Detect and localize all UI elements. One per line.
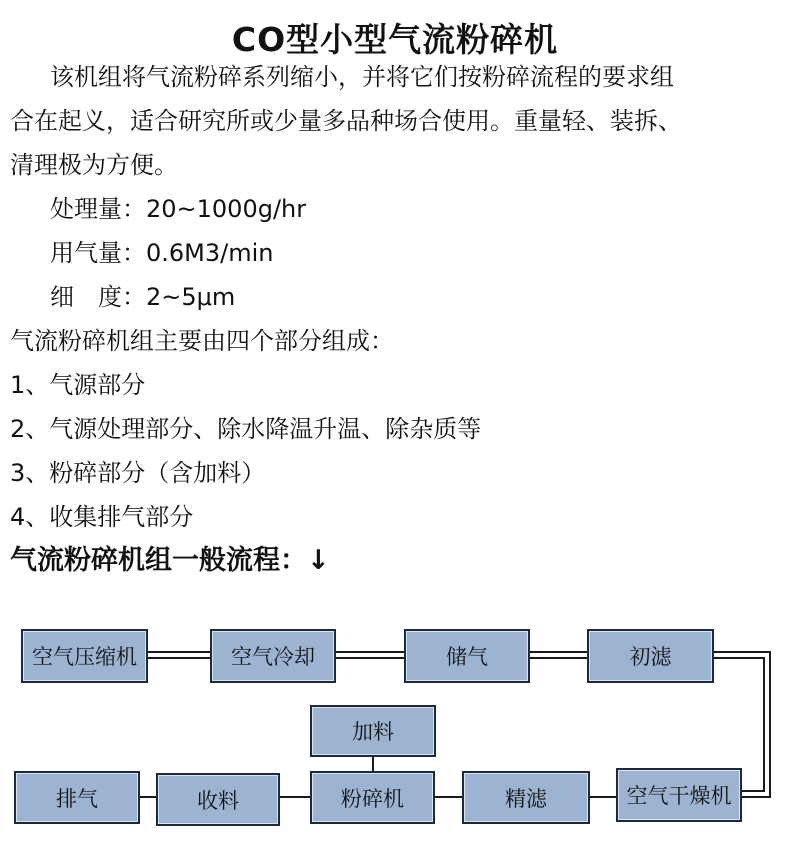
spec-fineness: 细 度：2~5μm — [50, 283, 236, 311]
flow-box-storage: 储气 — [404, 629, 530, 683]
flow-box-cooling: 空气冷却 — [210, 629, 336, 683]
part-item-4: 4、收集排气部分 — [10, 503, 194, 531]
intro-line-2: 合在起义，适合研究所或少量多品种场合使用。重量轻、装拆、 — [10, 107, 682, 135]
spec-capacity: 处理量：20~1000g/hr — [50, 195, 307, 223]
page-title: CO型小型气流粉碎机 — [231, 20, 559, 59]
flow-box-fine-filter: 精滤 — [462, 771, 590, 824]
flow-box-collection: 收料 — [156, 773, 280, 826]
flow-heading: 气流粉碎机组一般流程：↓ — [10, 545, 330, 576]
flow-box-exhaust: 排气 — [14, 771, 140, 824]
flow-box-prefilter: 初滤 — [587, 629, 714, 683]
intro-line-1: 该机组将气流粉碎系列缩小，并将它们按粉碎流程的要求组 — [50, 63, 674, 91]
flow-box-feeding: 加料 — [310, 705, 436, 757]
parts-intro: 气流粉碎机组主要由四个部分组成： — [10, 327, 394, 355]
part-item-3: 3、粉碎部分（含加料） — [10, 459, 266, 487]
part-item-1: 1、气源部分 — [10, 371, 146, 399]
flow-box-mill: 粉碎机 — [310, 771, 435, 824]
flow-box-compressor: 空气压缩机 — [21, 629, 148, 683]
spec-air-consumption: 用气量：0.6M3/min — [50, 239, 274, 267]
part-item-2: 2、气源处理部分、除水降温升温、除杂质等 — [10, 415, 482, 443]
intro-line-3: 清理极为方便。 — [10, 151, 178, 179]
flow-box-dryer: 空气干燥机 — [616, 768, 742, 822]
